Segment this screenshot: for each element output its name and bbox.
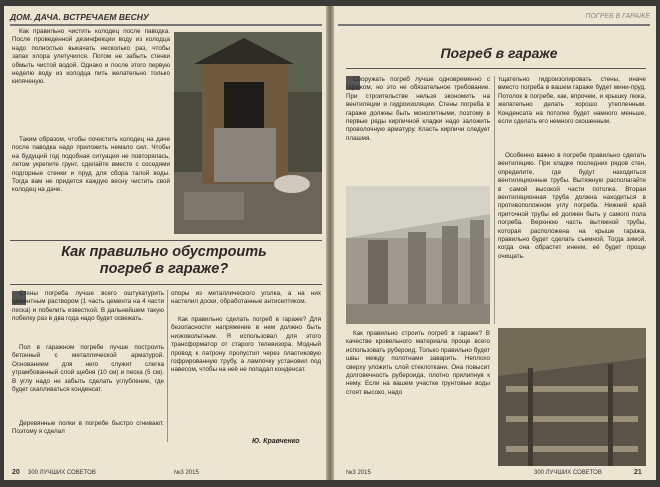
columnA-paragraph-1: Сооружать погреб лучше одновременно с гаражом, но это не обязательное требование. При строительстве нельзя экономить на вентиляции и гидроизоляции. Стены погреба в гараже должны быть монолитными, поэтому в первые ряды кирпичной кладки надо заложить проволочную арматуру. Класть кирпичи следует плашмя. xyxy=(346,76,490,142)
article-headline: Как правильно обустроить погреб в гараже? xyxy=(61,244,267,277)
columnB-paragraph-2: Особенно важно в погребе правильно сделать вентиляцию. При кладке последних рядов стен, определите, где будут находиться вентиляционные трубы. Вытяжную располагайте в самой высокой части потолка. Вторая вентиляционная труба должна находиться в противоположном углу погреба. Нижний край приточной трубы её должен быть у самого пола погреба. Верхнюю часть вытяжной трубы, которая расположена на крыше гаража, правильно будет сделать съемной. Тогда зимой, когда она обрастет инеем, её будет проще очищать. xyxy=(498,152,646,260)
right-footer-title: 300 ЛУЧШИХ СОВЕТОВ xyxy=(534,470,602,476)
left-footer-page-number xyxy=(12,469,20,476)
left-footer-issue: №3 2015 xyxy=(174,470,199,476)
intro-paragraph-1: Как правильно чистить колодец после паводка. После проведенной дезинфекции воду из колодца надо полностью выкачать несколько раз, чтобы запах хлора улетучился. Потом не забыть стенки обмыть чистой водой. Однако и после этого первую неделю воду из колодца пить желательно только кипяченую. xyxy=(12,28,170,86)
column1-paragraph-2: Пол в гаражном погребе лучше построить бетонный с металлической арматурой. Основанием для него служит слегка утрамбованный слой щебня (10 см) и песка (5 см). В углу надо не забыть сделать углубление, где будет скапливаться конденсат. xyxy=(12,344,164,394)
column2-paragraph-2: Как правильно сделать погреб в гараже? Для безопасности напряжение в нем должно быть низковольтным. Я использовал для этого трансформатор от старого телевизора. Модный провод к патрону пропустил через пластиковую гофрированную трубу, а лампочку установил под навесом, чтобы на неё не попадал конденсат. xyxy=(171,316,321,374)
spine-gutter xyxy=(326,6,334,480)
right-page-number: 21 xyxy=(634,469,642,476)
headline-rule-top xyxy=(10,240,322,241)
left-footer-title: 300 ЛУЧШИХ СОВЕТОВ xyxy=(28,470,96,476)
column1-paragraph-1: Стены погреба лучше всего оштукатурить цементным раствором (1 часть цемента на 4 части песка) и побелить известкой. В дальнейшем такую побелку раз в два года надо будет освежать. xyxy=(12,290,164,323)
well-photo xyxy=(174,32,322,234)
garage-photo-image xyxy=(346,186,490,324)
article-author: Ю. Кравченко xyxy=(252,438,300,445)
column1-paragraph-3: Деревянные полки в погребе быстро сгнивают. Поэтому я сделал xyxy=(12,420,164,436)
garage-photo xyxy=(346,186,490,324)
left-page xyxy=(4,6,326,480)
well-photo-image xyxy=(174,32,322,234)
headline-rule-bottom xyxy=(10,284,322,285)
cellar-shelves-photo-image xyxy=(498,328,646,466)
section-rubric: ДОМ. ДАЧА. ВСТРЕЧАЕМ ВЕСНУ xyxy=(10,10,322,26)
columnA-paragraph-2: Как правильно строить погреб в гараже? В качестве кровельного материала проще всего использовать рубероид. Только правильно будет швы между полотнами заварить. Неплохо сверху уложить слой стеклоткани. Она повысит долговечность рубероида, плотно прилипнув к нему. Если на вашем участке грунтовые воды стоят высоко, надо xyxy=(346,330,490,396)
columnB-paragraph-1: тщательно гидроизолировать стены, иначе вместо погреба в вашем гараже будет мини-пруд. Потолок в погребе, как, впрочем, и крышку люка, желательно делать хорошо утепленным. Конденсата на потолке будет намного меньше, если сделать его немного скошенным. xyxy=(498,76,646,126)
section-rubric-right: ПОГРЕБ В ГАРАЖЕ xyxy=(338,10,650,26)
cellar-shelves-photo xyxy=(498,328,646,466)
column-divider-right xyxy=(494,76,495,324)
right-footer-issue: №3 2015 xyxy=(346,470,371,476)
left-page-number: 20 xyxy=(12,469,20,476)
article-headline-right: Погреб в гараже xyxy=(440,45,558,61)
column2-paragraph-1: опоры из металлического уголка, а на них настелил доски, обработанные антисептиком. xyxy=(171,290,321,306)
headline-rule-right xyxy=(346,68,646,69)
column-divider xyxy=(167,290,168,442)
intro-paragraph-2: Таким образом, чтобы почистить колодец на даче после паводка надо приложить немало сил. Чтобы на будущий год подобная ситуация не повторялась, летом укрепите грунт, сделайте вместе с соседями подгорные стенки и пруд для сбора талой воды. Тогда вам не придется каждую весну чистить свой колодец на даче. xyxy=(12,136,170,194)
right-page xyxy=(334,6,656,480)
right-footer-page-number xyxy=(634,469,642,476)
